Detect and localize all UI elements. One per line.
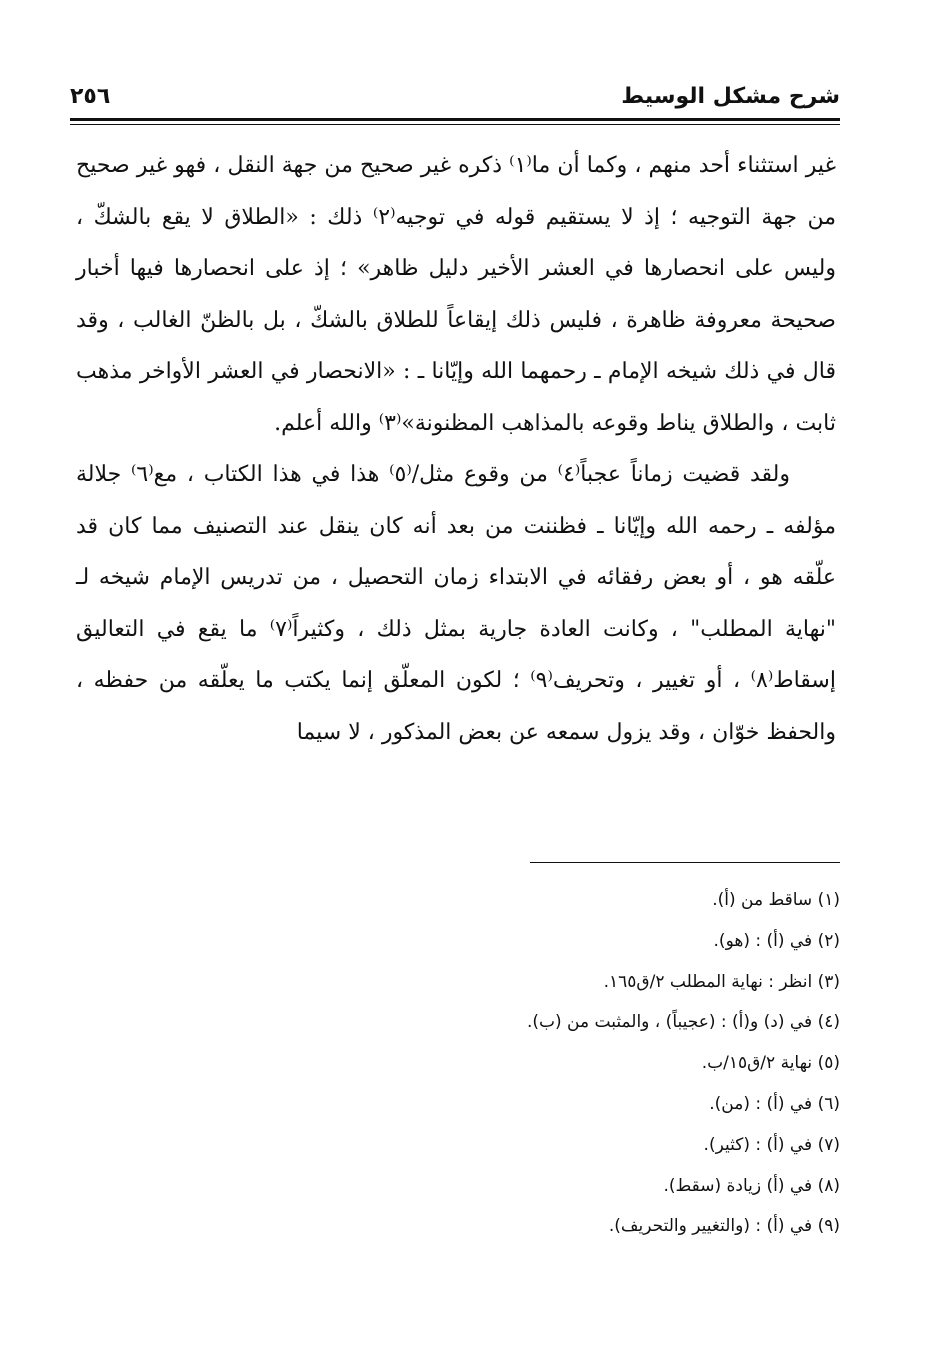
footnote-1: (١) ساقط من (أ). <box>712 890 840 910</box>
footnote-4: (٤) في (د) و(أ) : (عجيباً) ، والمثبت من (ب). <box>526 1012 840 1033</box>
footnote-separator <box>530 862 840 863</box>
paragraph-2: ولقد قضيت زماناً عجباً⁽٤⁾ من وقوع مثل/⁽٥⁾ هذا في هذا الكتاب ، مع⁽٦⁾ جلالة مؤلفه ـ رحمه الله وإيّانا ـ فظننت من بعد أنه كان ينقل عند التصنيف مما كان قد علّقه هو ، أو بعض رفقائه في الابتداء زمان التحصيل ، من تدريس الإمام شيخه لـ "نهاية المطلب" ، وكانت العادة جارية بمثل ذلك ، وكثيراً⁽٧⁾ ما يقع في التعاليق إسقاط⁽٨⁾ ، أو تغيير ، وتحريف⁽٩⁾ ؛ لكون المعلّق إنما يكتب ما يعلّقه من حفظه ، والحفظ خوّان ، وقد يزول سمعه عن بعض المذكور ، لا سيما <box>76 462 836 745</box>
header-rule-thin <box>70 124 840 125</box>
book-title: شرح مشكل الوسيط <box>621 84 840 109</box>
footnote-9: (٩) في (أ) : (والتغيير والتحريف). <box>608 1216 840 1237</box>
running-header <box>70 82 840 118</box>
footnote-8: (٨) في (أ) زيادة (سقط). <box>663 1175 840 1196</box>
footnote-5: (٥) نهاية ٢/ق١٥/ب. <box>701 1053 840 1074</box>
paragraph-1: غير استثناء أحد منهم ، وكما أن ما⁽١⁾ ذكره غير صحيح من جهة النقل ، فهو غير صحيح من جهة التوجيه ؛ إذ لا يستقيم قوله في توجيه⁽٢⁾ ذلك : «الطلاق لا يقع بالشكّ ، وليس على انحصارها في العشر الأخير دليل ظاهر» ؛ إذ على انحصارها فيها أخبار صحيحة معروفة ظاهرة ، فليس ذلك إيقاعاً للطلاق بالشكّ ، بل بالظنّ الغالب ، وقد قال في ذلك شيخه الإمام ـ رحمهما الله وإيّانا ـ : «الانحصار في العشر الأواخر مذهب ثابت ، والطلاق يناط وقوعه بالمذاهب المظنونة»⁽٣⁾ والله أعلم. <box>76 153 836 436</box>
main-text <box>76 140 836 758</box>
page-number: ٢٥٦ <box>70 84 111 109</box>
footnotes-list <box>280 880 840 1247</box>
footnote-2: (٢) في (أ) : (هو). <box>713 930 840 951</box>
footnote-7: (٧) في (أ) : (كثير). <box>703 1134 840 1155</box>
header-rule-thick <box>70 118 840 121</box>
footnote-3: (٣) انظر : نهاية المطلب ٢/ق١٦٥. <box>603 971 840 992</box>
footnote-6: (٦) في (أ) : (من). <box>709 1093 840 1114</box>
